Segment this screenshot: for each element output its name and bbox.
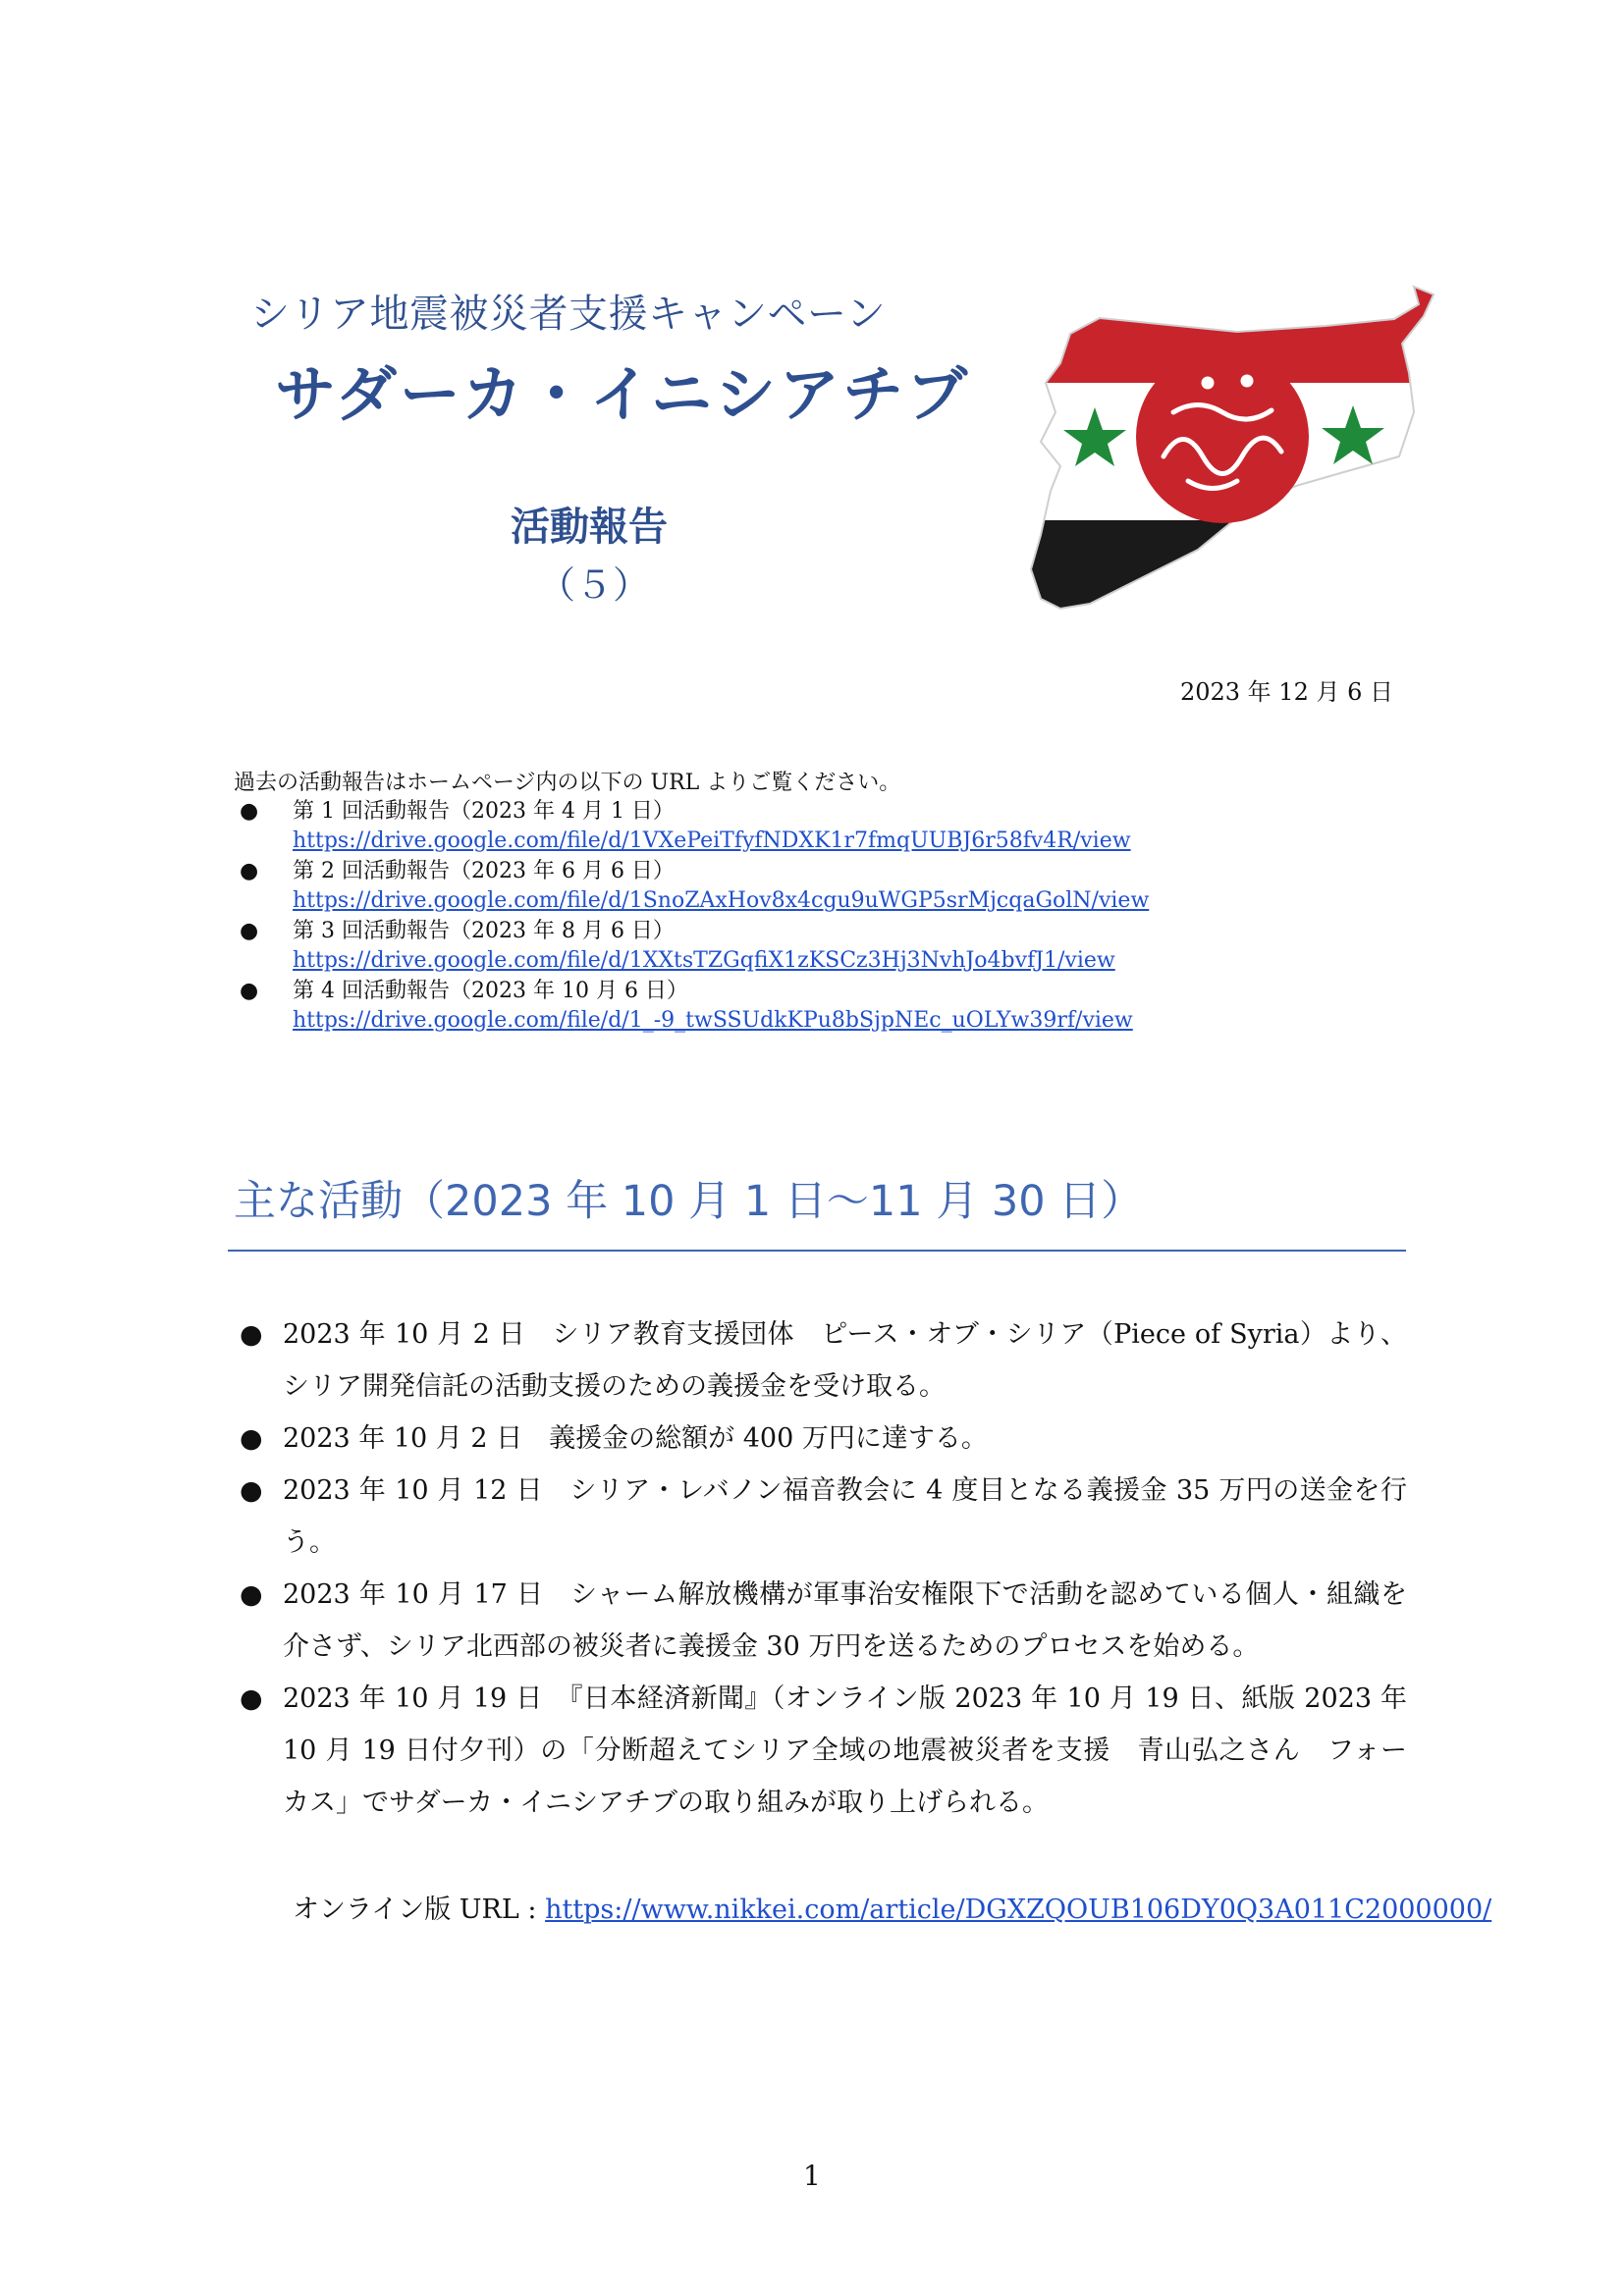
- bullet-icon: ●: [240, 859, 259, 883]
- list-item: [234, 1569, 1407, 1673]
- bullet-icon: ●: [240, 1319, 263, 1350]
- bullet-icon: ●: [240, 919, 259, 943]
- bullet-icon: ●: [240, 1579, 263, 1610]
- list-item: [234, 1413, 1407, 1465]
- activity-text: 2023 年 10 月 19 日 『日本経済新聞』（オンライン版 2023 年 10 月 19 日、紙版 2023 年 10 月 19 日付夕刊）の「分断超えてシリア全域の地震被災者を支援 青山弘之さん フォーカス」でサダーカ・イニシアチブの取り組みが取り上げられる。: [283, 1683, 1407, 1818]
- past-report-link[interactable]: https://drive.google.com/file/d/1_-9_twSSUdkKPu8bSjpNEc_uOLYw39rf/view: [293, 1008, 1133, 1033]
- past-reports-intro: 過去の活動報告はホームページ内の以下の URL よりご覧ください。: [234, 771, 901, 795]
- nikkei-article-link[interactable]: https://www.nikkei.com/article/DGXZQOUB106DY0Q3A011C2000000/: [545, 1895, 1492, 1925]
- activity-text: 2023 年 10 月 2 日 シリア教育支援団体 ピース・オブ・シリア（Piece of Syria）より、シリア開発信託の活動支援のための義援金を受け取る。: [283, 1319, 1407, 1402]
- list-item: [234, 977, 1216, 1037]
- online-url-line: [293, 1888, 1491, 1926]
- bullet-icon: ●: [240, 979, 259, 1003]
- list-item: [234, 1308, 1407, 1413]
- bullet-icon: ●: [240, 1683, 263, 1714]
- bullet-icon: ●: [240, 1423, 263, 1454]
- activity-text: 2023 年 10 月 12 日 シリア・レバノン福音教会に 4 度目となる義援金 35 万円の送金を行う。: [283, 1475, 1407, 1558]
- report-number: （５）: [538, 563, 651, 607]
- activity-text: 2023 年 10 月 17 日 シャーム解放機構が軍事治安権限下で活動を認めている個人・組織を介さず、シリア北西部の被災者に義援金 30 万円を送るためのプロセスを始める。: [283, 1579, 1407, 1662]
- online-url-label: オンライン版 URL :: [293, 1895, 546, 1925]
- main-activities-heading: 主な活動（2023 年 10 月 1 日～11 月 30 日）: [234, 1177, 1144, 1226]
- syria-map-logo: [1001, 255, 1453, 648]
- section-divider: [228, 1250, 1406, 1252]
- past-report-label: 第 3 回活動報告（2023 年 8 月 6 日）: [293, 919, 675, 943]
- list-item: [234, 857, 1216, 917]
- activity-text: 2023 年 10 月 2 日 義援金の総額が 400 万円に達する。: [283, 1423, 988, 1454]
- past-report-link[interactable]: https://drive.google.com/file/d/1SnoZAxHov8x4cgu9uWGP5srMjcqaGolN/view: [293, 888, 1150, 913]
- bullet-icon: ●: [240, 799, 259, 824]
- past-report-label: 第 2 回活動報告（2023 年 6 月 6 日）: [293, 859, 675, 883]
- list-item: [234, 797, 1216, 857]
- flag-black-stripe: [1001, 520, 1453, 648]
- list-item: [234, 1673, 1407, 1829]
- bullet-icon: ●: [240, 1475, 263, 1506]
- past-report-link[interactable]: https://drive.google.com/file/d/1XXtsTZGqfiX1zKSCz3Hj3NvhJo4bvfJ1/view: [293, 948, 1115, 973]
- activities-list: [234, 1308, 1407, 1829]
- report-date: 2023 年 12 月 6 日: [1179, 678, 1393, 706]
- report-title: 活動報告: [511, 505, 668, 550]
- past-report-label: 第 1 回活動報告（2023 年 4 月 1 日）: [293, 799, 675, 824]
- list-item: [234, 1465, 1407, 1569]
- campaign-title: シリア地震被災者支援キャンペーン: [250, 292, 887, 337]
- past-report-label: 第 4 回活動報告（2023 年 10 月 6 日）: [293, 979, 688, 1003]
- past-report-link[interactable]: https://drive.google.com/file/d/1VXePeiTfyfNDXK1r7fmqUUBJ6r58fv4R/view: [293, 828, 1131, 853]
- logo-red-circle: [1136, 350, 1309, 523]
- page-number: 1: [803, 2160, 821, 2192]
- past-reports-list: [234, 797, 1216, 1037]
- main-title: サダーカ・イニシアチブ: [275, 358, 971, 430]
- list-item: [234, 917, 1216, 977]
